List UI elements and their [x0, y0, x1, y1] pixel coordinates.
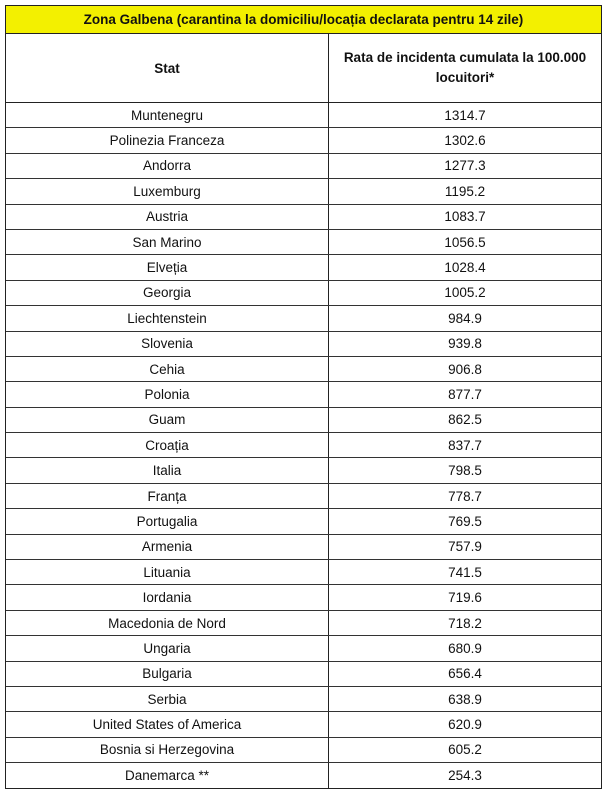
cell-stat: Georgia: [6, 281, 329, 305]
table-row: [6, 763, 601, 787]
cell-rate: 984.9: [448, 310, 482, 326]
cell-rate: 862.5: [448, 412, 482, 428]
table-row: [6, 509, 601, 534]
cell-rate: 620.9: [448, 717, 482, 733]
cell-stat: Iordania: [6, 585, 329, 609]
cell-rate: 877.7: [448, 386, 482, 402]
table-row: [6, 281, 601, 306]
table-header-row: [6, 34, 601, 103]
table-row: [6, 408, 601, 433]
cell-stat: Andorra: [6, 154, 329, 178]
cell-rate: 939.8: [448, 336, 482, 352]
cell-stat: Danemarca **: [6, 763, 329, 787]
header-rate: Rata de incidenta cumulata la 100.000 locuitori*: [343, 50, 587, 85]
table-row: [6, 230, 601, 255]
table-row: [6, 332, 601, 357]
cell-stat: Ungaria: [6, 636, 329, 660]
table-row: [6, 738, 601, 763]
table-row: [6, 458, 601, 483]
cell-stat: Italia: [6, 458, 329, 482]
cell-stat: Cehia: [6, 357, 329, 381]
table-row: [6, 154, 601, 179]
cell-rate: 680.9: [448, 640, 482, 656]
cell-rate: 798.5: [448, 463, 482, 479]
cell-stat: Armenia: [6, 535, 329, 559]
cell-stat: Elveția: [6, 255, 329, 279]
cell-rate: 1028.4: [444, 260, 486, 276]
cell-rate: 605.2: [448, 742, 482, 758]
cell-stat: Lituania: [6, 560, 329, 584]
cell-stat: Austria: [6, 205, 329, 229]
table-row: [6, 255, 601, 280]
table-row: [6, 433, 601, 458]
cell-rate: 1083.7: [444, 209, 486, 225]
table-row: [6, 205, 601, 230]
table-row: [6, 712, 601, 737]
table-row: [6, 535, 601, 560]
cell-rate: 906.8: [448, 361, 482, 377]
cell-stat: San Marino: [6, 230, 329, 254]
cell-stat: Bulgaria: [6, 662, 329, 686]
cell-rate: 1005.2: [444, 285, 486, 301]
table-row: [6, 484, 601, 509]
cell-stat: Guam: [6, 408, 329, 432]
table-row: [6, 357, 601, 382]
cell-rate: 1056.5: [444, 234, 486, 250]
cell-stat: Liechtenstein: [6, 306, 329, 330]
table-row: [6, 687, 601, 712]
table-row: [6, 382, 601, 407]
table-row: [6, 662, 601, 687]
cell-rate: 718.2: [448, 615, 482, 631]
cell-rate: 757.9: [448, 539, 482, 555]
cell-stat: Croația: [6, 433, 329, 457]
cell-stat: Luxemburg: [6, 179, 329, 203]
table-body: [6, 103, 601, 788]
cell-rate: 254.3: [448, 767, 482, 783]
header-stat: Stat: [6, 34, 329, 102]
cell-stat: Franța: [6, 484, 329, 508]
cell-rate: 778.7: [448, 488, 482, 504]
table-title: Zona Galbena (carantina la domiciliu/locația declarata pentru 14 zile): [6, 6, 601, 34]
table-row: [6, 306, 601, 331]
yellow-zone-table: [5, 5, 602, 789]
cell-rate: 1277.3: [444, 158, 486, 174]
table-row: [6, 636, 601, 661]
cell-stat: Muntenegru: [6, 103, 329, 127]
cell-rate: 656.4: [448, 666, 482, 682]
cell-stat: Serbia: [6, 687, 329, 711]
cell-stat: Macedonia de Nord: [6, 611, 329, 635]
cell-rate: 1195.2: [444, 183, 486, 199]
table-row: [6, 179, 601, 204]
cell-rate: 837.7: [448, 437, 482, 453]
cell-rate: 769.5: [448, 513, 482, 529]
cell-rate: 1302.6: [444, 133, 486, 149]
cell-rate: 719.6: [448, 590, 482, 606]
table-row: [6, 585, 601, 610]
cell-rate: 638.9: [448, 691, 482, 707]
cell-stat: Portugalia: [6, 509, 329, 533]
table-row: [6, 560, 601, 585]
cell-stat: Bosnia si Herzegovina: [6, 738, 329, 762]
cell-stat: Polinezia Franceza: [6, 128, 329, 152]
cell-stat: Polonia: [6, 382, 329, 406]
cell-stat: United States of America: [6, 712, 329, 736]
cell-rate: 1314.7: [444, 107, 486, 123]
cell-stat: Slovenia: [6, 332, 329, 356]
cell-rate: 741.5: [448, 564, 482, 580]
table-row: [6, 128, 601, 153]
table-row: [6, 611, 601, 636]
table-row: [6, 103, 601, 128]
